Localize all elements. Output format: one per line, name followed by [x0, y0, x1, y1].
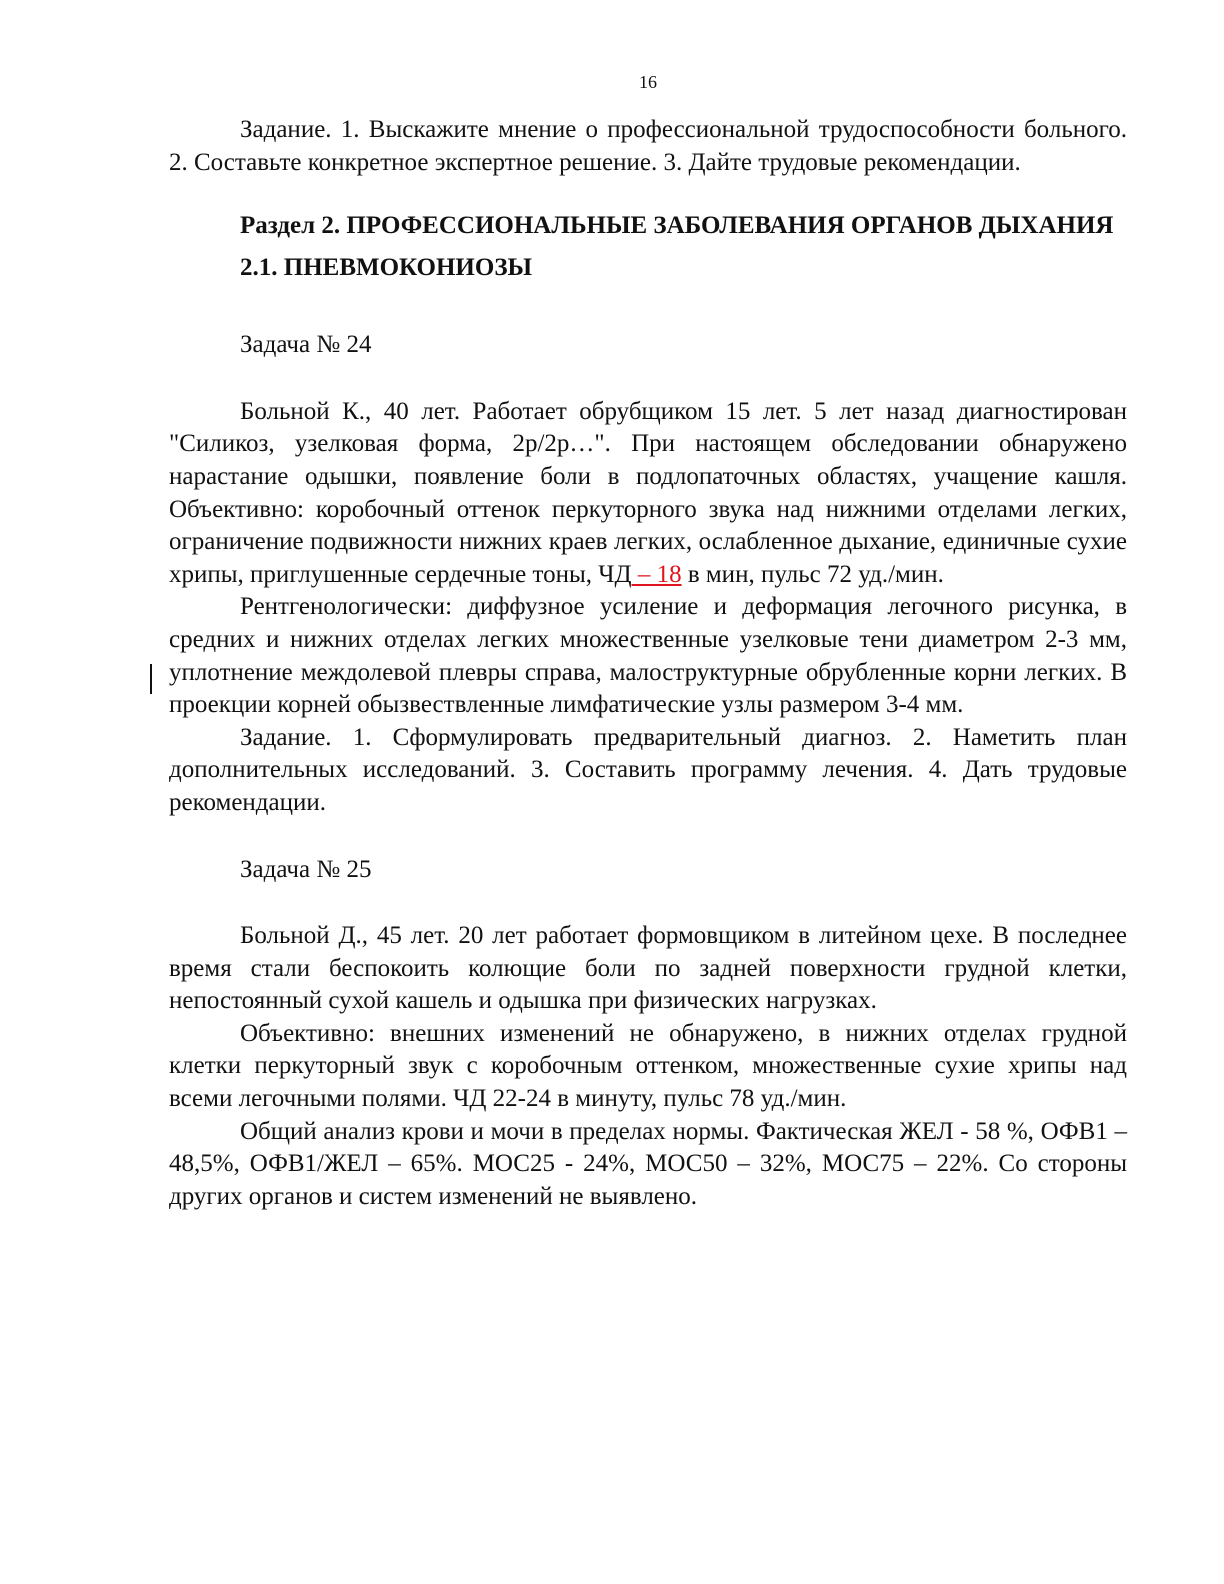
- revision-bar: [150, 664, 152, 694]
- problem-24-paragraph-1: [169, 396, 1127, 592]
- problem-25-paragraph-1: Больной Д., 45 лет. 20 лет работает формовщиком в литейном цехе. В последнее время стали беспокоить колющие боли по задней поверхности грудной клетки, непостоянный сухой кашель и одышка при физических нагрузках.: [169, 922, 1127, 1015]
- revision-highlight: – 18: [631, 560, 682, 588]
- problem-25-paragraph-2: Объективно: внешних изменений не обнаружено, в нижних отделах грудной клетки перкуторный звук с коробочным оттенком, множественные сухие хрипы над всеми легочными полями. ЧД 22-24 в минуту, пульс 78 уд./мин.: [169, 1019, 1127, 1113]
- problem-24-title: Задача № 24: [240, 331, 372, 359]
- problem-25-paragraph-3: Общий анализ крови и мочи в пределах нормы. Фактическая ЖЕЛ - 58 %, ОФВ1 – 48,5%, ОФВ1/ЖЕЛ – 65%. МОС25 - 24%, МОС50 – 32%, МОС75 – 22%. Со стороны других органов и систем изменений не выявлено.: [169, 1117, 1127, 1210]
- problem-25-title: Задача № 25: [240, 855, 372, 883]
- document-body: [169, 114, 1127, 1213]
- problem-24-text-before: Больной К., 40 лет. Работает обрубщиком 15 лет. 5 лет назад диагностирован "Силикоз, узелковая форма, 2р/2р…". При настоящем обследовании обнаружено нарастание одышки, появление боли в подлопаточных областях, учащение кашля. Объективно: коробочный оттенок перкуторного звука над нижними отделами легких, ограничение подвижности нижних краев легких, ослабленное дыхание, единичные сухие хрипы, приглушенные сердечные тоны, ЧД: [169, 397, 1127, 588]
- problem-24-text-after: в мин, пульс 72 уд./мин.: [681, 560, 944, 588]
- problem-24-paragraph-2: Рентгенологически: диффузное усиление и деформация легочного рисунка, в средних и нижних отделах легких множественные узелковые тени диаметром 2-3 мм, уплотнение междолевой плевры справа, малоструктурные обрубленные корни легких. В проекции корней обызвествленные лимфатические узлы размером 3-4 мм.: [169, 593, 1127, 719]
- page-number: 16: [639, 72, 657, 92]
- section-subtitle: 2.1. ПНЕВМОКОНИОЗЫ: [240, 254, 533, 282]
- problem-24-paragraph-3: Задание. 1. Сформулировать предварительный диагноз. 2. Наметить план дополнительных исследований. 3. Составить программу лечения. 4. Дать трудовые рекомендации.: [169, 723, 1127, 816]
- intro-task-paragraph: Задание. 1. Выскажите мнение о профессиональной трудоспособности больного. 2. Составьте конкретное экспертное решение. 3. Дайте трудовые рекомендации.: [169, 116, 1127, 176]
- section-title: Раздел 2. ПРОФЕССИОНАЛЬНЫЕ ЗАБОЛЕВАНИЯ ОРГАНОВ ДЫХАНИЯ: [240, 212, 1114, 240]
